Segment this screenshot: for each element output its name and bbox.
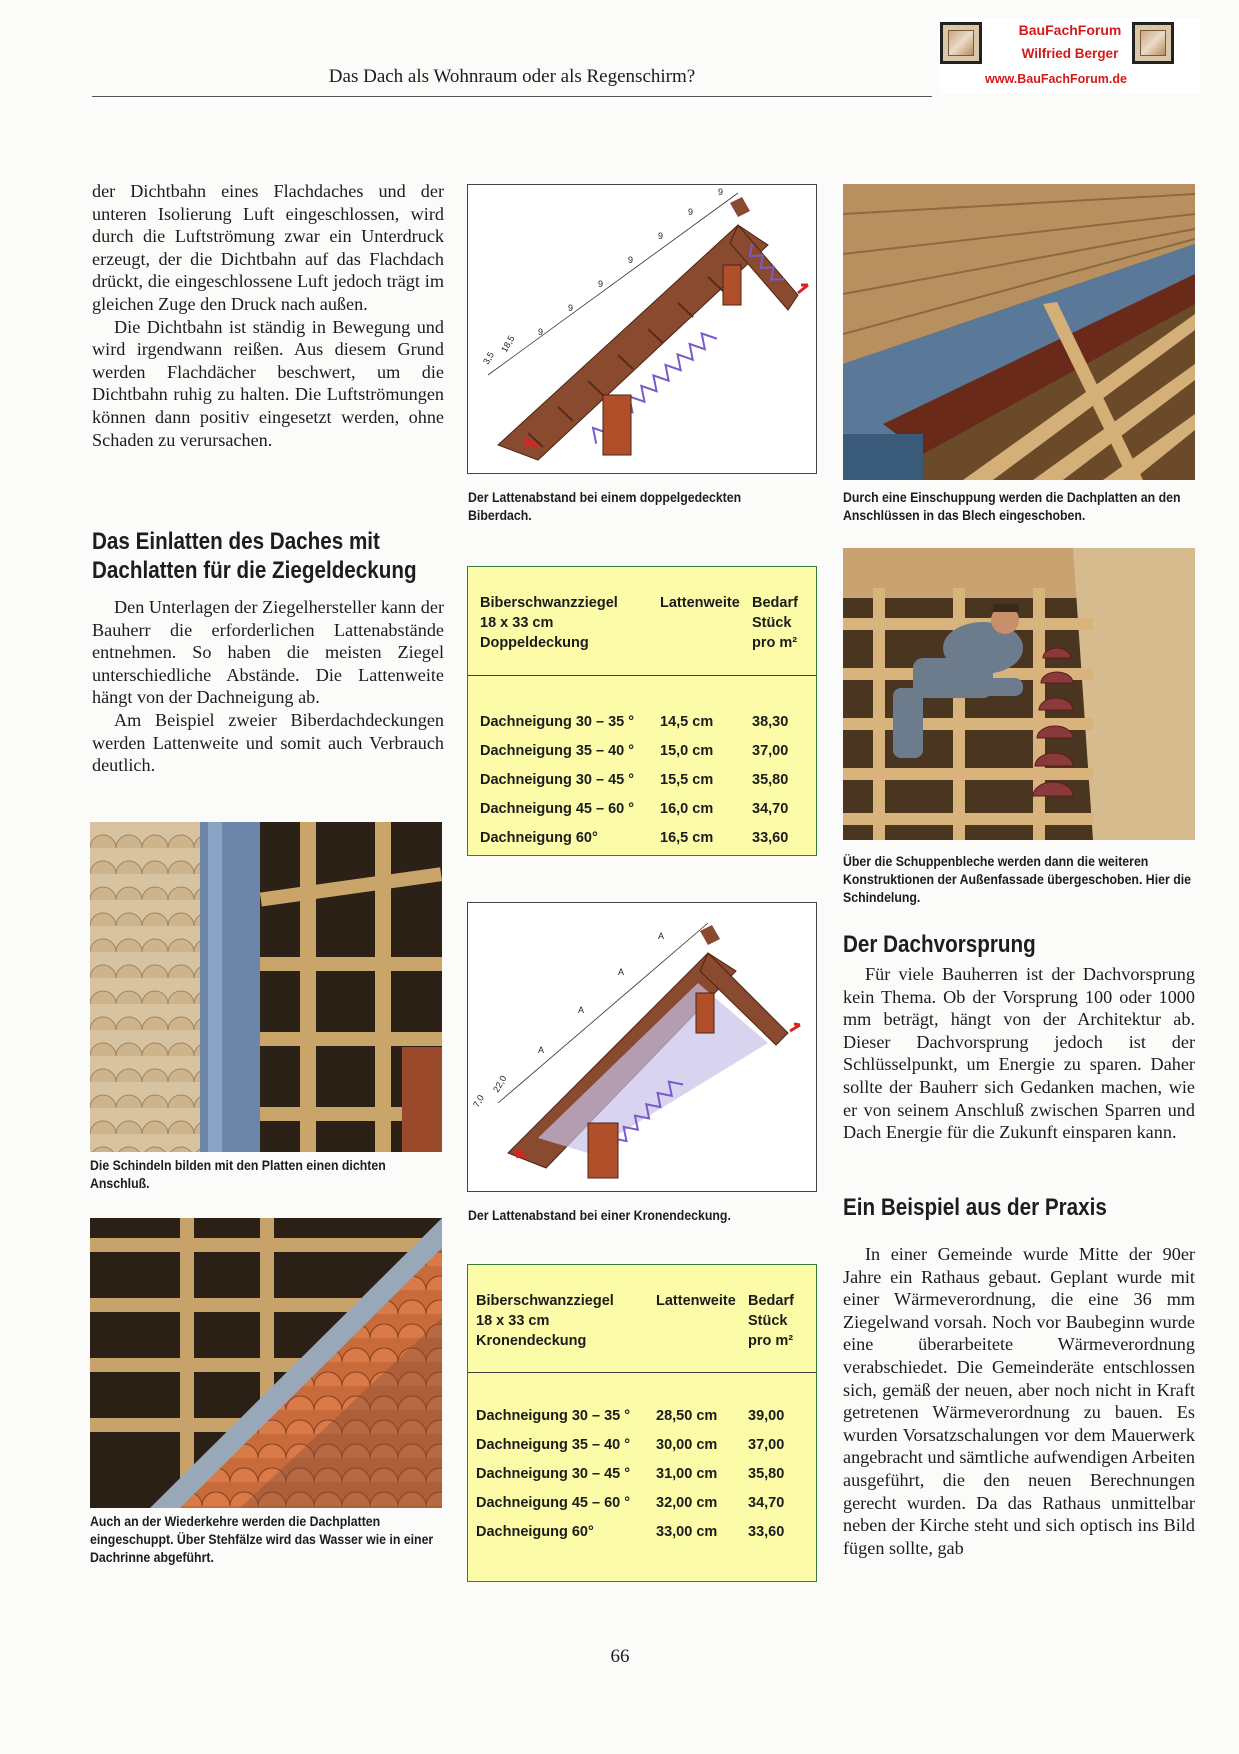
table-row: Dachneigung 45 – 60 ° 16,0 cm 34,70 — [480, 801, 789, 817]
table-header-size: 18 x 33 cm — [476, 1313, 550, 1329]
caption-photo-valley: Auch an der Wiederkehre werden die Dachplatten eingeschuppt. Über Stehfälze wird das Wasser wie in einer Dachrinne abgeführt. — [90, 1513, 434, 1565]
diagram-label: 7,0 — [471, 1093, 486, 1109]
table-row: Dachneigung 60° 16,5 cm 33,60 — [480, 830, 789, 846]
table-row: Dachneigung 45 – 60 ° 32,00 cm 34,70 — [476, 1495, 785, 1511]
diagram-label: A — [538, 1045, 545, 1055]
table-row: Dachneigung 30 – 45 ° 15,5 cm 35,80 — [480, 772, 789, 788]
diagram-label: A — [658, 931, 665, 941]
logo — [940, 18, 1200, 94]
paragraph: Für viele Bauherren ist der Dachvorsprung kein Thema. Ob der Vorsprung 100 oder 1000 mm beträgt, hängt von der Architektur ab. Dieser Dachvorsprung jedoch ist der Schlüsselpunkt, um Energie zu sparen. Daher sollte der Bauherr sich Gedanken machen, wie er von seinem Anschluß zwischen Sparren und Dach Energie für die Zukunft einsparen kann. — [843, 964, 1195, 1143]
photo-flashing-joint — [843, 184, 1195, 480]
table-row: Dachneigung 35 – 40 ° 30,00 cm 37,00 — [476, 1437, 785, 1453]
paragraph: Den Unterlagen der Ziegelhersteller kann der Bauherr die erforderlichen Lattenabstände entnehmen. So haben die meisten Ziegel unterschiedliche Abstände. Die Lattenweite hängt von der Dachneigung ab. — [92, 597, 444, 708]
section-heading-praxis: Ein Beispiel aus der Praxis — [843, 1194, 1107, 1221]
left-text-bottom — [92, 596, 444, 777]
diagram-label: 3,5 — [481, 350, 496, 366]
paragraph: Die Dichtbahn ist ständig in Bewegung und wird irgendwann reißen. Aus diesem Grund werden Flachdächer beschwert, um die Dichtbahn ruhig zu halten. Die Luftströmungen können dann positiv eingesetzt werden, ohne Schaden zu verursachen. — [92, 316, 444, 450]
section-heading-einlatten: Das Einlatten des Daches mit Dachlatten für die Ziegeldeckung — [92, 528, 417, 584]
diagram-label: 9 — [718, 187, 724, 197]
photo-worker-shingling — [843, 548, 1195, 840]
table-header-pieces: Stück — [748, 1313, 788, 1329]
table-header-pieces: Stück — [752, 615, 792, 631]
running-title: Das Dach als Wohnraum oder als Regenschirm? — [328, 66, 696, 87]
table-row: Dachneigung 30 – 35 ° 28,50 cm 39,00 — [476, 1408, 785, 1424]
right-text-dachvorsprung — [843, 963, 1195, 1144]
logo-image-left — [940, 22, 982, 64]
header-rule — [92, 96, 932, 97]
table-row: Dachneigung 35 – 40 ° 15,0 cm 37,00 — [480, 743, 789, 759]
table-header-tile: Biberschwanzziegel — [476, 1293, 614, 1309]
left-text-top — [92, 180, 444, 451]
table-header-unit: pro m² — [752, 635, 798, 651]
table-double-coverage — [467, 566, 817, 856]
diagram-label: 9 — [538, 327, 544, 337]
diagram-label: A — [578, 1005, 585, 1015]
table-header-type: Doppeldeckung — [480, 635, 589, 651]
photo-shingle-connection — [90, 822, 442, 1152]
table-header-width: Lattenweite — [656, 1293, 736, 1309]
table-header-unit: pro m² — [748, 1333, 794, 1349]
logo-image-right — [1132, 22, 1174, 64]
diagram-double-coverage — [467, 184, 817, 474]
table-header-type: Kronendeckung — [476, 1333, 587, 1349]
table-row: Dachneigung 30 – 45 ° 31,00 cm 35,80 — [476, 1466, 785, 1482]
table-row: Dachneigung 60° 33,00 cm 33,60 — [476, 1524, 785, 1540]
caption-photo-flashing: Durch eine Einschuppung werden die Dachplatten an den Anschlüssen in das Blech eingeschoben. — [843, 489, 1181, 523]
caption-diagram-double: Der Lattenabstand bei einem doppelgedeckten Biberdach. — [468, 489, 742, 523]
paragraph: In einer Gemeinde wurde Mitte der 90er Jahre ein Rathaus gebaut. Geplant wurde mit einer Wärmeverordnung, die eine 36 mm Ziegelwand vorsah. Noch vor Baubeginn wurde eine überarbeitete Wärmeverordnung verabschiedet. Die Gemeinderäte entschlossen sich, gemäß der neuen, aber noch nicht in Kraft getretenen Wärmeverordnung zu bauen. Es wurden Vorsatzschalungen vor dem Mauerwerk angebracht und sämtliche aufwendigen Arbeiten ausgeführt, die den neuen Berechnungen gerecht wurden. Da das Rathaus unmittelbar neben der Kirche steht und sich optisch ins Bild fügen sollte, gab — [843, 1244, 1195, 1558]
table-header-need: Bedarf — [752, 595, 798, 611]
caption-photo-worker: Über die Schuppenbleche werden dann die weiteren Konstruktionen der Außenfassade übergeschoben. Hier die Schindelung. — [843, 853, 1191, 905]
page-number: 66 — [610, 1646, 630, 1667]
diagram-label: 9 — [568, 303, 574, 313]
diagram-label: 22,0 — [491, 1073, 509, 1094]
logo-line1: BauFachForum — [1018, 22, 1122, 38]
diagram-label: 9 — [658, 231, 664, 241]
section-heading-dachvorsprung: Der Dachvorsprung — [843, 931, 1036, 958]
table-header-need: Bedarf — [748, 1293, 794, 1309]
caption-diagram-crown: Der Lattenabstand bei einer Kronendeckung. — [468, 1207, 731, 1223]
right-text-praxis — [843, 1243, 1195, 1559]
diagram-label: 9 — [598, 279, 604, 289]
table-crown-coverage — [467, 1264, 817, 1582]
caption-photo-shingle: Die Schindeln bilden mit den Platten einen dichten Anschluß. — [90, 1157, 386, 1191]
logo-line2: Wilfried Berger — [1021, 46, 1119, 61]
table-rule — [468, 1372, 816, 1373]
photo-valley — [90, 1218, 442, 1508]
table-header-size: 18 x 33 cm — [480, 615, 554, 631]
table-header-tile: Biberschwanzziegel — [480, 595, 618, 611]
diagram-label: 18,5 — [499, 333, 517, 354]
paragraph: der Dichtbahn eines Flachdaches und der unteren Isolierung Luft eingeschlossen, wird durch die Luftströmung zwar ein Unterdruck erzeugt, der die Dichtbahn auf das Flachdach drückt, die eingeschlossene Luft jedoch trägt im gleichen Zuge den Druck nach außen. — [92, 181, 444, 314]
table-header-width: Lattenweite — [660, 595, 740, 611]
diagram-label: 9 — [628, 255, 634, 265]
logo-url: www.BauFachForum.de — [985, 72, 1127, 86]
diagram-crown-coverage — [467, 902, 817, 1192]
diagram-label: 9 — [688, 207, 694, 217]
paragraph: Am Beispiel zweier Biberdachdeckungen werden Lattenweite und somit auch Verbrauch deutlich. — [92, 709, 444, 776]
table-row: Dachneigung 30 – 35 ° 14,5 cm 38,30 — [480, 714, 789, 730]
table-rule — [468, 675, 816, 676]
diagram-label: A — [618, 967, 625, 977]
